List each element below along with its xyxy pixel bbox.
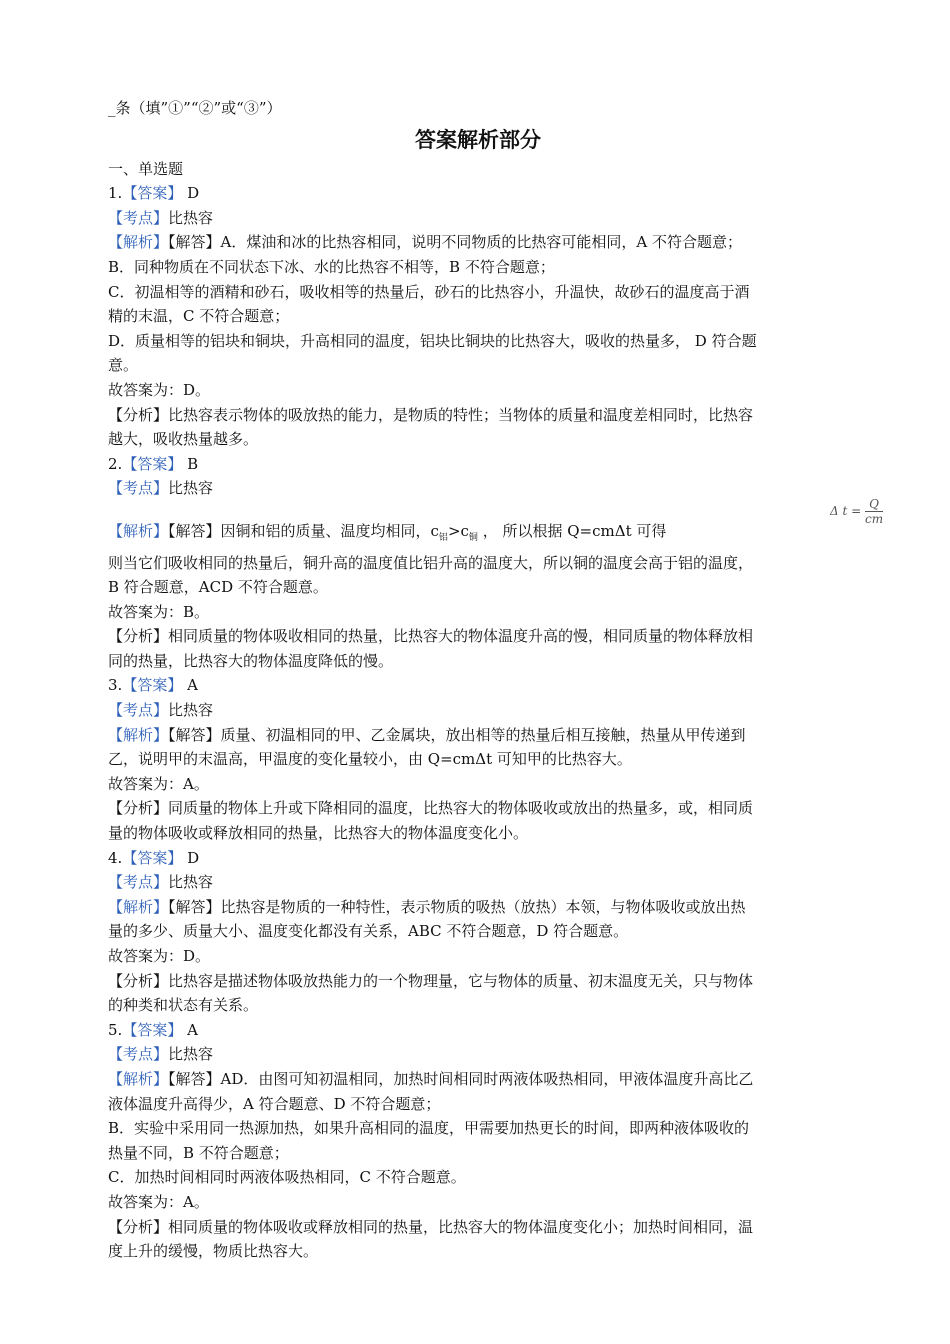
item-number: 2.: [108, 454, 123, 473]
answer-line: [108, 846, 848, 871]
text-line: B 符合题意，ACD 不符合题意。: [108, 578, 328, 597]
kaodian-value: 比热容: [168, 873, 214, 892]
answer-value: A: [182, 1020, 198, 1039]
kaodian-label: 【考点】: [108, 701, 169, 720]
text-line: 意。: [108, 356, 139, 375]
text-line: 量的物体吸收或释放相同的热量，比热容大的物体温度变化小。: [108, 824, 529, 843]
text-line: 故答案为：A。: [108, 1192, 209, 1211]
text-line: 热量不同，B 不符合题意；: [108, 1143, 289, 1162]
formula-image: [830, 497, 883, 526]
text-line: 同的热量，比热容大的物体温度降低的慢。: [108, 651, 394, 670]
answer-label: 【答案】: [122, 676, 183, 695]
jiexi-label: 【解析】: [108, 1069, 169, 1088]
text-line: D．质量相等的铝块和铜块，升高相同的温度，铝块比铜块的比热容大，吸收的热量多， D 符合题: [108, 331, 757, 350]
jiexi-text: 【解答】质量、初温相同的甲、乙金属块，放出相等的热量后相互接触，热量从甲传递到: [168, 725, 746, 744]
kaodian-label: 【考点】: [108, 208, 169, 227]
answer-value: B: [182, 454, 199, 473]
top-fragment: _条（填”①”“②”或“③”）: [108, 99, 282, 117]
text-line: 故答案为：D。: [108, 947, 211, 965]
formula-lhs: Δ t =: [830, 503, 865, 518]
answer-value: A: [182, 676, 198, 695]
formula-fraction: [865, 497, 883, 526]
text-line: 【分析】比热容是描述物体吸放热能力的一个物理量，它与物体的质量、初末温度无关，只与物体: [108, 971, 754, 990]
page-title: 答案解析部分: [415, 126, 541, 152]
kaodian-line: [108, 476, 848, 501]
text-line: 【分析】相同质量的物体吸收相同的热量，比热容大的物体温度升高的慢，相同质量的物体释放相: [108, 627, 754, 646]
jiexi-line: [108, 723, 848, 748]
answer-label: 【答案】: [122, 454, 183, 473]
text-line: 【分析】相同质量的物体吸收或释放相同的热量，比热容大的物体温度变化小；加热时间相同，温: [108, 1217, 754, 1236]
kaodian-line: [108, 870, 848, 895]
subscript-al: 铝: [438, 532, 448, 543]
text-line: 【分析】比热容表示物体的吸放热的能力，是物质的特性；当物体的质量和温度差相同时，比热容: [108, 405, 754, 424]
answer-label: 【答案】: [122, 848, 183, 867]
jiexi-label: 【解析】: [108, 233, 169, 252]
kaodian-value: 比热容: [168, 208, 214, 227]
subscript-cu: 铜: [468, 532, 478, 543]
jiexi-label: 【解析】: [108, 725, 169, 744]
jiexi-label: 【解析】: [108, 521, 169, 540]
jiexi-line: [108, 1067, 848, 1092]
kaodian-label: 【考点】: [108, 1045, 169, 1064]
kaodian-line: [108, 1042, 848, 1067]
jiexi-line: [108, 496, 884, 551]
kaodian-value: 比热容: [168, 479, 214, 498]
answer-line: [108, 1018, 848, 1043]
kaodian-line: [108, 698, 848, 723]
jiexi-text: ， 所以根据 Q=cmΔt 可得: [477, 521, 667, 540]
answer-label: 【答案】: [122, 184, 183, 203]
jiexi-line: [108, 895, 848, 920]
text-line: B．同种物质在不同状态下冰、水的比热容不相等，B 不符合题意；: [108, 257, 555, 276]
answer-line: [108, 452, 848, 477]
answer-label: 【答案】: [122, 1020, 183, 1039]
answer-line: [108, 673, 848, 698]
text-line: 度上升的缓慢，物质比热容大。: [108, 1242, 319, 1261]
jiexi-text: 【解答】A．煤油和冰的比热容相同，说明不同物质的比热容可能相同，A 不符合题意；: [168, 233, 742, 252]
text-line: 故答案为：A。: [108, 774, 209, 793]
answer-line: [108, 181, 848, 206]
text-line: C．加热时间相同时两液体吸热相同，C 不符合题意。: [108, 1168, 466, 1187]
text-line: 越大，吸收热量越多。: [108, 430, 259, 449]
text-line: 乙，说明甲的末温高，甲温度的变化量较小，由 Q=cmΔt 可知甲的比热容大。: [108, 750, 632, 769]
jiexi-text: 【解答】AD．由图可知初温相同，加热时间相同时两液体吸热相同，甲液体温度升高比乙: [168, 1069, 754, 1088]
kaodian-value: 比热容: [168, 701, 214, 720]
text-line: C．初温相等的酒精和砂石，吸收相等的热量后，砂石的比热容小，升温快，故砂石的温度高于酒: [108, 282, 750, 301]
text-line: B．实验中采用同一热源加热，如果升高相同的温度，甲需要加热更长的时间，即两种液体吸收的: [108, 1119, 750, 1138]
kaodian-label: 【考点】: [108, 479, 169, 498]
document-page: [108, 96, 884, 1264]
answer-list: [108, 181, 884, 1264]
item-number: 3.: [108, 676, 123, 695]
item-number: 1.: [108, 184, 123, 203]
formula-numerator: Q: [865, 497, 883, 512]
answer-value: D: [182, 184, 200, 203]
text-line: 液体温度升高得少，A 符合题意、D 不符合题意；: [108, 1094, 441, 1113]
formula-denominator: cm: [865, 511, 884, 526]
kaodian-label: 【考点】: [108, 873, 169, 892]
section-heading: 一、单选题: [108, 159, 184, 178]
answer-value: D: [182, 848, 200, 867]
text-line: 故答案为：D。: [108, 380, 211, 399]
kaodian-value: 比热容: [168, 1045, 214, 1064]
jiexi-text: 【解答】比热容是物质的一种特性，表示物质的吸热（放热）本领，与物体吸收或放出热: [168, 897, 746, 916]
kaodian-line: [108, 206, 848, 231]
jiexi-line: [108, 230, 848, 255]
text-line: 的种类和状态有关系。: [108, 996, 259, 1015]
text-line: 【分析】同质量的物体上升或下降相同的温度，比热容大的物体吸收或放出的热量多，或，相同质: [108, 799, 754, 818]
text-line: 量的多少、质量大小、温度变化都没有关系，ABC 不符合题意，D 符合题意。: [108, 922, 629, 941]
jiexi-text: >c: [447, 521, 469, 540]
jiexi-label: 【解析】: [108, 897, 169, 916]
item-number: 4.: [108, 848, 123, 867]
item-number: 5.: [108, 1020, 123, 1039]
text-line: 精的末温，C 不符合题意；: [108, 307, 290, 326]
jiexi-text: 【解答】因铜和铝的质量、温度均相同，c: [168, 521, 439, 540]
text-line: 故答案为：B。: [108, 602, 210, 621]
text-line: 则当它们吸收相同的热量后，铜升高的温度值比铝升高的温度大，所以铜的温度会高于铝的温度，: [108, 553, 754, 572]
